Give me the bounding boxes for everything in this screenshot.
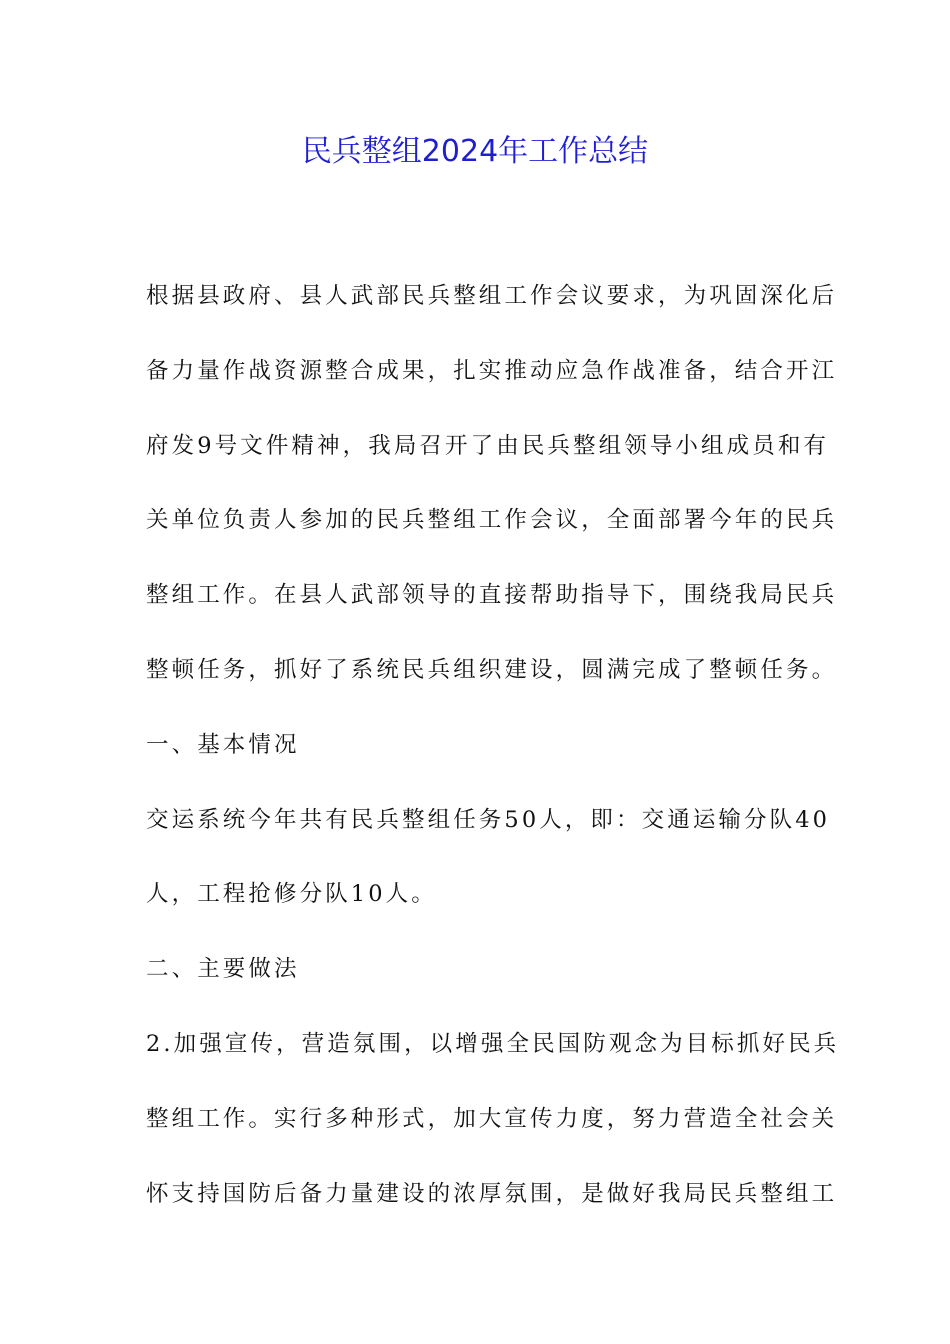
paragraph-line: 整顿任务，抓好了系统民兵组织建设，圆满完成了整顿任务。	[146, 656, 838, 683]
paragraph-line: 交运系统今年共有民兵整组任务50人，即：交通运输分队40	[146, 806, 831, 833]
paragraph-line: 人，工程抢修分队10人。	[146, 881, 437, 908]
paragraph-line: 2.加强宣传，营造氛围，以增强全民国防观念为目标抓好民兵	[146, 1030, 840, 1057]
section-heading: 二、主要做法	[146, 956, 300, 983]
document-title: 民兵整组2024年工作总结	[301, 134, 649, 169]
paragraph-line: 整组工作。在县人武部领导的直接帮助指导下，围绕我局民兵	[146, 582, 838, 609]
section-heading: 一、基本情况	[146, 731, 300, 758]
paragraph-line: 府发9号文件精神，我局召开了由民兵整组领导小组成员和有	[146, 432, 830, 459]
document-body	[146, 259, 840, 1231]
paragraph-line: 备力量作战资源整合成果，扎实推动应急作战准备，结合开江	[146, 357, 838, 384]
paragraph-line: 怀支持国防后备力量建设的浓厚氛围，是做好我局民兵整组工	[146, 1180, 838, 1207]
paragraph-line: 关单位负责人参加的民兵整组工作会议，全面部署今年的民兵	[146, 507, 838, 534]
paragraph-line: 根据县政府、县人武部民兵整组工作会议要求，为巩固深化后	[146, 283, 838, 309]
paragraph-line: 整组工作。实行多种形式，加大宣传力度，努力营造全社会关	[146, 1105, 838, 1132]
